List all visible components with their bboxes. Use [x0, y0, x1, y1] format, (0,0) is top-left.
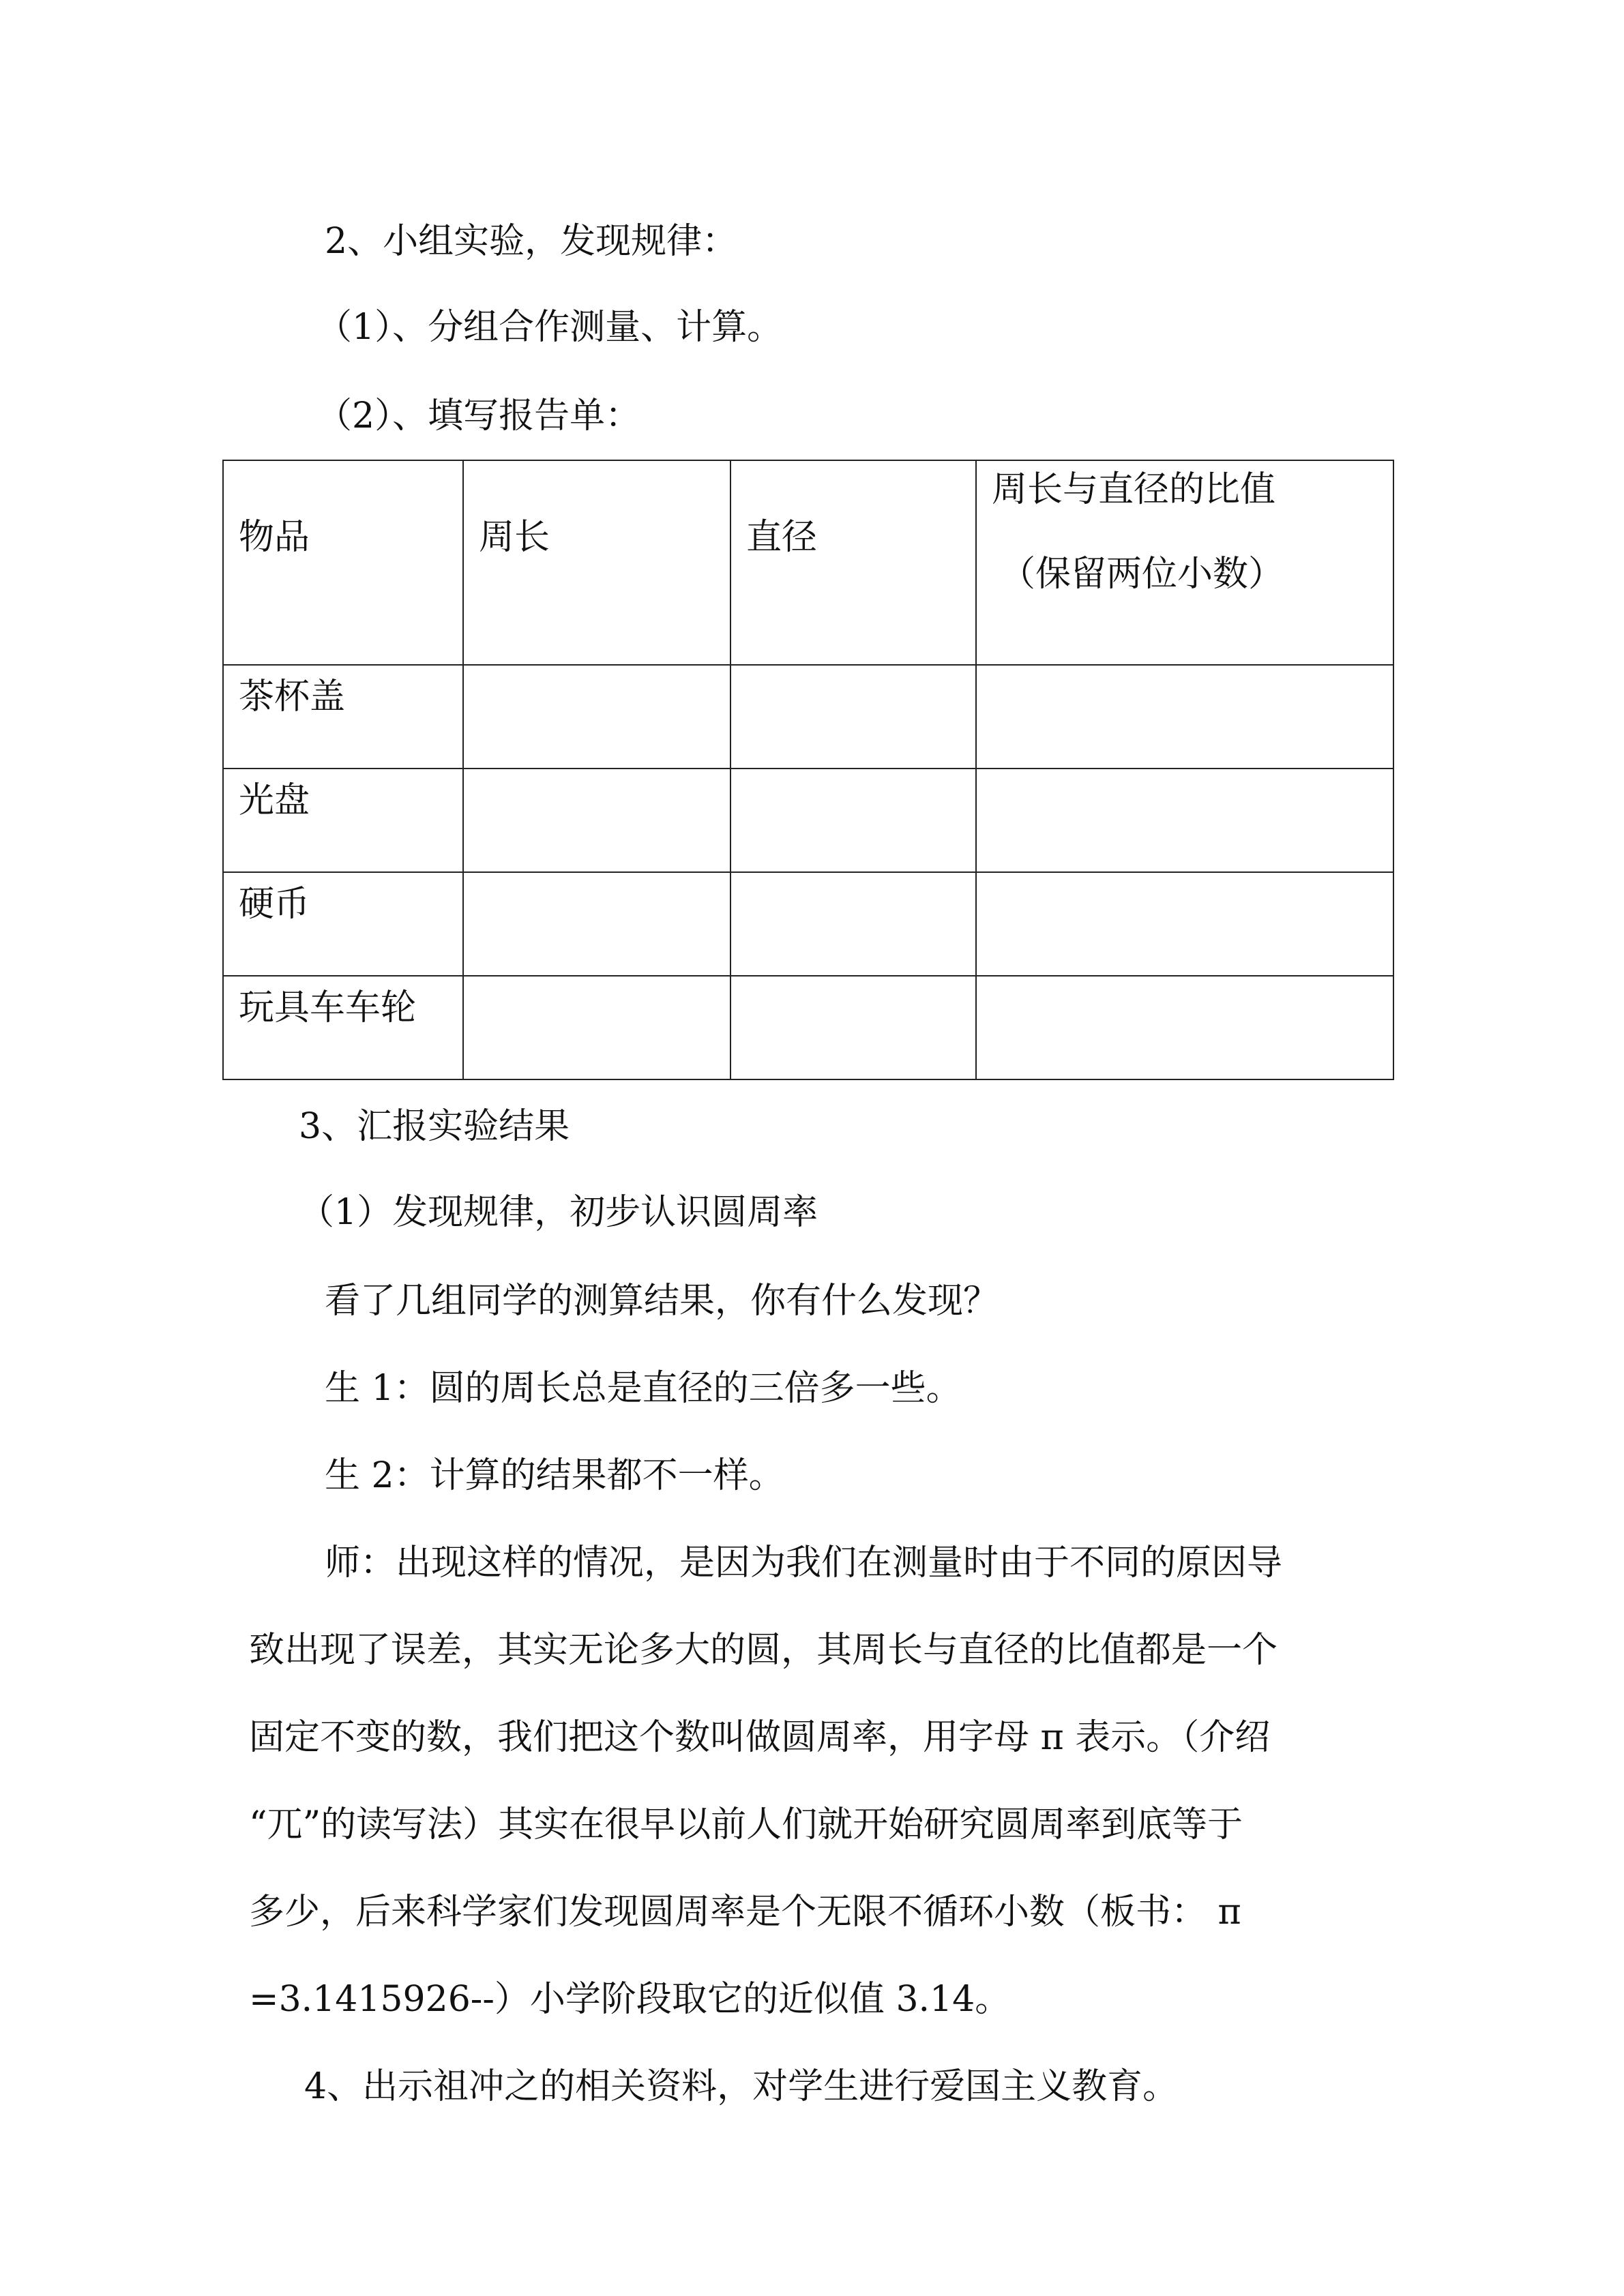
- ratio-cell: [976, 976, 1393, 1079]
- header-circumference-label: 周长: [479, 517, 550, 558]
- paragraph-line: 致出现了误差，其实无论多大的圆，其周长与直径的比值都是一个: [249, 1630, 1278, 1671]
- student-1-answer: 生 1：圆的周长总是直径的三倍多一些。: [325, 1368, 962, 1409]
- diameter-cell: [730, 769, 976, 872]
- item-label: 玩具车车轮: [239, 987, 417, 1028]
- teacher-question: 看了几组同学的测算结果，你有什么发现？: [325, 1281, 999, 1322]
- ratio-value: [992, 976, 1393, 986]
- header-diameter-label: 直径: [746, 517, 818, 558]
- header-item-cell: [223, 460, 463, 665]
- ratio-cell: [976, 769, 1393, 872]
- item-cell: [223, 769, 463, 872]
- diameter-cell: [730, 872, 976, 976]
- diameter-cell: [730, 976, 976, 1079]
- ratio-value: [992, 769, 1393, 779]
- circumference-cell: [463, 665, 730, 769]
- header-ratio-label: 周长与直径的比值: [992, 469, 1276, 510]
- item-label: 光盘: [239, 780, 310, 821]
- table-row: [223, 872, 1393, 976]
- ratio-cell: [976, 872, 1393, 976]
- paragraph-line: =3.1415926--）小学阶段取它的近似值 3.14。: [249, 1979, 1011, 2020]
- circumference-value: [479, 976, 730, 986]
- circumference-value: [479, 666, 730, 675]
- ratio-cell: [976, 665, 1393, 769]
- circumference-cell: [463, 769, 730, 872]
- item-cell: [223, 976, 463, 1079]
- section-3-sub-1: （1）发现规律，初步认识圆周率: [299, 1192, 818, 1233]
- section-3-heading: 3、汇报实验结果: [299, 1106, 570, 1147]
- section-2-heading: 2、小组实验，发现规律：: [325, 221, 738, 262]
- step-1-text: （1）、分组合作测量、计算。: [316, 307, 783, 348]
- circumference-value: [479, 769, 730, 779]
- item-cell: [223, 872, 463, 976]
- item-label: 茶杯盖: [239, 676, 346, 717]
- table-row: [223, 665, 1393, 769]
- step-2-text: （2）、填写报告单：: [316, 396, 641, 436]
- diameter-value: [746, 769, 975, 779]
- circumference-cell: [463, 976, 730, 1079]
- diameter-value: [746, 873, 975, 882]
- circumference-cell: [463, 872, 730, 976]
- diameter-value: [746, 666, 975, 675]
- diameter-cell: [730, 665, 976, 769]
- ratio-value: [992, 666, 1393, 675]
- student-2-answer: 生 2：计算的结果都不一样。: [325, 1455, 784, 1496]
- paragraph-line: 固定不变的数，我们把这个数叫做圆周率，用字母 π 表示。（介绍: [249, 1717, 1271, 1758]
- table-row: [223, 769, 1393, 872]
- circumference-value: [479, 873, 730, 882]
- item-label: 硬币: [239, 884, 310, 925]
- paragraph-line: 师：出现这样的情况，是因为我们在测量时由于不同的原因导: [325, 1542, 1283, 1583]
- paragraph-line: “兀”的读写法）其实在很早以前人们就开始研究圆周率到底等于: [249, 1804, 1243, 1845]
- header-ratio-cell: [976, 460, 1393, 665]
- report-table: [222, 460, 1394, 1080]
- diameter-value: [746, 976, 975, 986]
- ratio-value: [992, 873, 1393, 882]
- section-4-heading: 4、出示祖冲之的相关资料，对学生进行爱国主义教育。: [304, 2066, 1179, 2107]
- header-item-label: 物品: [239, 517, 310, 558]
- item-cell: [223, 665, 463, 769]
- paragraph-line: 多少，后来科学家们发现圆周率是个无限不循环小数（板书： π: [249, 1892, 1241, 1933]
- table-row: [223, 976, 1393, 1079]
- header-ratio-note: （保留两位小数）: [1000, 554, 1284, 595]
- header-circumference-cell: [463, 460, 730, 665]
- header-diameter-cell: [730, 460, 976, 665]
- table-header-row: [223, 460, 1393, 665]
